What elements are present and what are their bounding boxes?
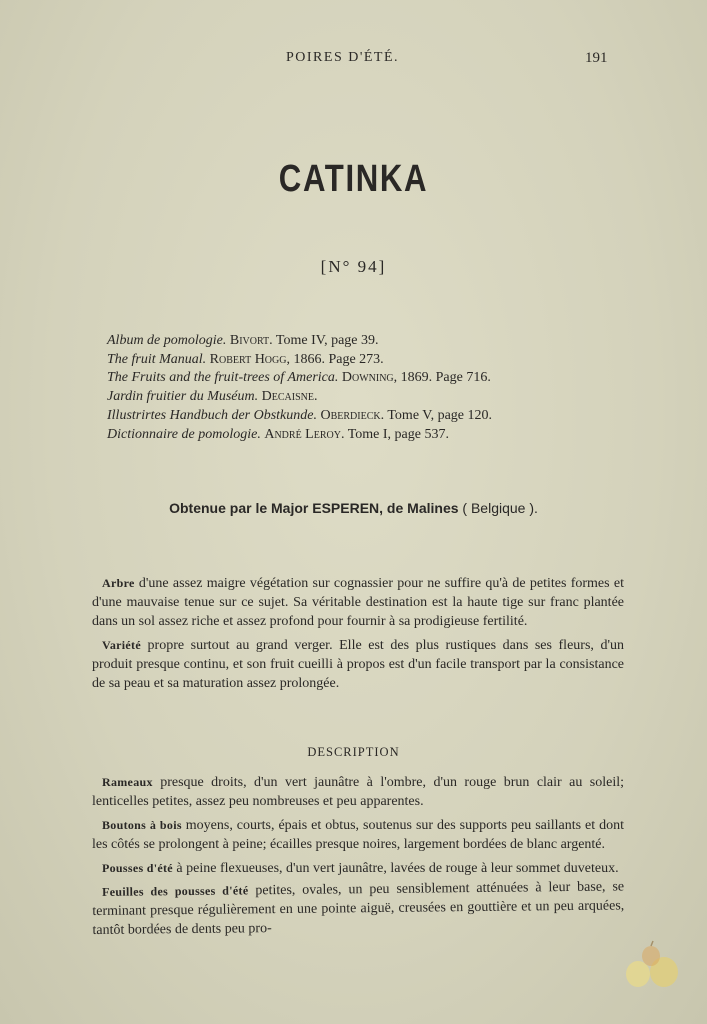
reference-detail: 1869. Page 716. bbox=[400, 370, 491, 386]
reference-work: The Fruits and the fruit-trees of America. bbox=[107, 370, 339, 386]
reference-detail: Tome IV, page 39. bbox=[275, 333, 379, 348]
paragraph-arbre bbox=[92, 574, 624, 631]
description-boutons bbox=[92, 816, 624, 854]
reference-list bbox=[107, 332, 627, 444]
reference-author: Downing, bbox=[341, 370, 398, 386]
description-text: à peine flexueuses, d'un vert jaunâtre, lavées de rouge à leur sommet duveteux. bbox=[172, 861, 619, 876]
pear-watermark-icon bbox=[618, 940, 690, 992]
paragraph-text: d'une assez maigre végétation sur cognassier pour ne suffire qu'à de petites formes et d'une mauvaise tenue sur ce sujet. Sa véritable destination est la haute tige sur franc plantée dans un sol assez riche et assez profond pour fournir à sa prodigieuse fertilité. bbox=[92, 576, 624, 629]
reference-item bbox=[107, 426, 627, 445]
reference-work: The fruit Manual. bbox=[107, 351, 207, 367]
section-title: POIRES D'ÉTÉ. bbox=[286, 50, 400, 65]
description-feuilles bbox=[92, 877, 625, 940]
reference-detail: Tome V, page 120. bbox=[387, 407, 493, 423]
description-lead: Boutons à bois bbox=[102, 818, 182, 832]
reference-author: Robert Hogg, bbox=[209, 351, 290, 367]
variety-title: CATINKA bbox=[278, 158, 429, 200]
reference-author: Bivort. bbox=[229, 333, 273, 348]
reference-item bbox=[107, 351, 627, 370]
reference-item bbox=[107, 407, 627, 426]
reference-work: Album de pomologie. bbox=[107, 333, 227, 348]
paragraph-lead: Arbre bbox=[102, 576, 135, 590]
description-lead: Feuilles des pousses d'été bbox=[102, 883, 249, 899]
description-heading: DESCRIPTION bbox=[307, 745, 400, 759]
description-section bbox=[92, 773, 624, 945]
reference-item bbox=[107, 332, 627, 351]
reference-author: Decaisne. bbox=[261, 389, 318, 405]
description-lead: Pousses d'été bbox=[102, 861, 173, 875]
origin-line bbox=[0, 500, 707, 516]
page-number: 191 bbox=[585, 50, 608, 66]
description-text: petites, ovales, un peu sensiblement atténuées à leur base, se terminant presque régulièrement en une pointe aiguë, creusées en gouttière et un peu arquées, tantôt bordées de dents peu pro- bbox=[92, 879, 625, 938]
reference-author: André Leroy. bbox=[264, 426, 345, 442]
reference-work: Jardin fruitier du Muséum. bbox=[107, 389, 259, 405]
description-rameaux bbox=[92, 773, 624, 811]
reference-item bbox=[107, 388, 627, 407]
paragraph-variete bbox=[92, 636, 624, 693]
description-lead: Rameaux bbox=[102, 775, 153, 789]
description-text: moyens, courts, épais et obtus, soutenus sur des supports peu saillants et dont les côtés se prolongent à peine; écailles presque noires, largement bordées de blanc argenté. bbox=[92, 818, 624, 852]
running-head bbox=[0, 50, 707, 72]
reference-work: Dictionnaire de pomologie. bbox=[107, 426, 261, 442]
reference-detail: 1866. Page 273. bbox=[293, 351, 384, 367]
reference-detail: Tome I, page 537. bbox=[347, 426, 449, 442]
reference-work: Illustrirtes Handbuch der Obstkunde. bbox=[107, 407, 317, 423]
culture-section bbox=[92, 574, 624, 698]
description-text: presque droits, d'un vert jaunâtre à l'ombre, d'un rouge brun clair au soleil; lenticelles petites, assez peu nombreuses et peu apparentes. bbox=[92, 775, 624, 809]
paragraph-lead: Variété bbox=[102, 638, 141, 652]
reference-item bbox=[107, 369, 627, 388]
origin-text: Obtenue par le Major ESPEREN, de Malines bbox=[169, 500, 459, 516]
reference-author: Oberdieck. bbox=[320, 407, 385, 423]
variety-number: [N° 94] bbox=[320, 257, 387, 276]
description-pousses bbox=[92, 859, 624, 878]
paragraph-text: propre surtout au grand verger. Elle est des plus rustiques dans ses fleurs, d'un produit presque continu, et son fruit cueilli à propos est d'un facile transport par la consistance de sa peau et sa maturation assez prolongée. bbox=[92, 638, 624, 691]
origin-place: ( Belgique ). bbox=[462, 500, 538, 516]
